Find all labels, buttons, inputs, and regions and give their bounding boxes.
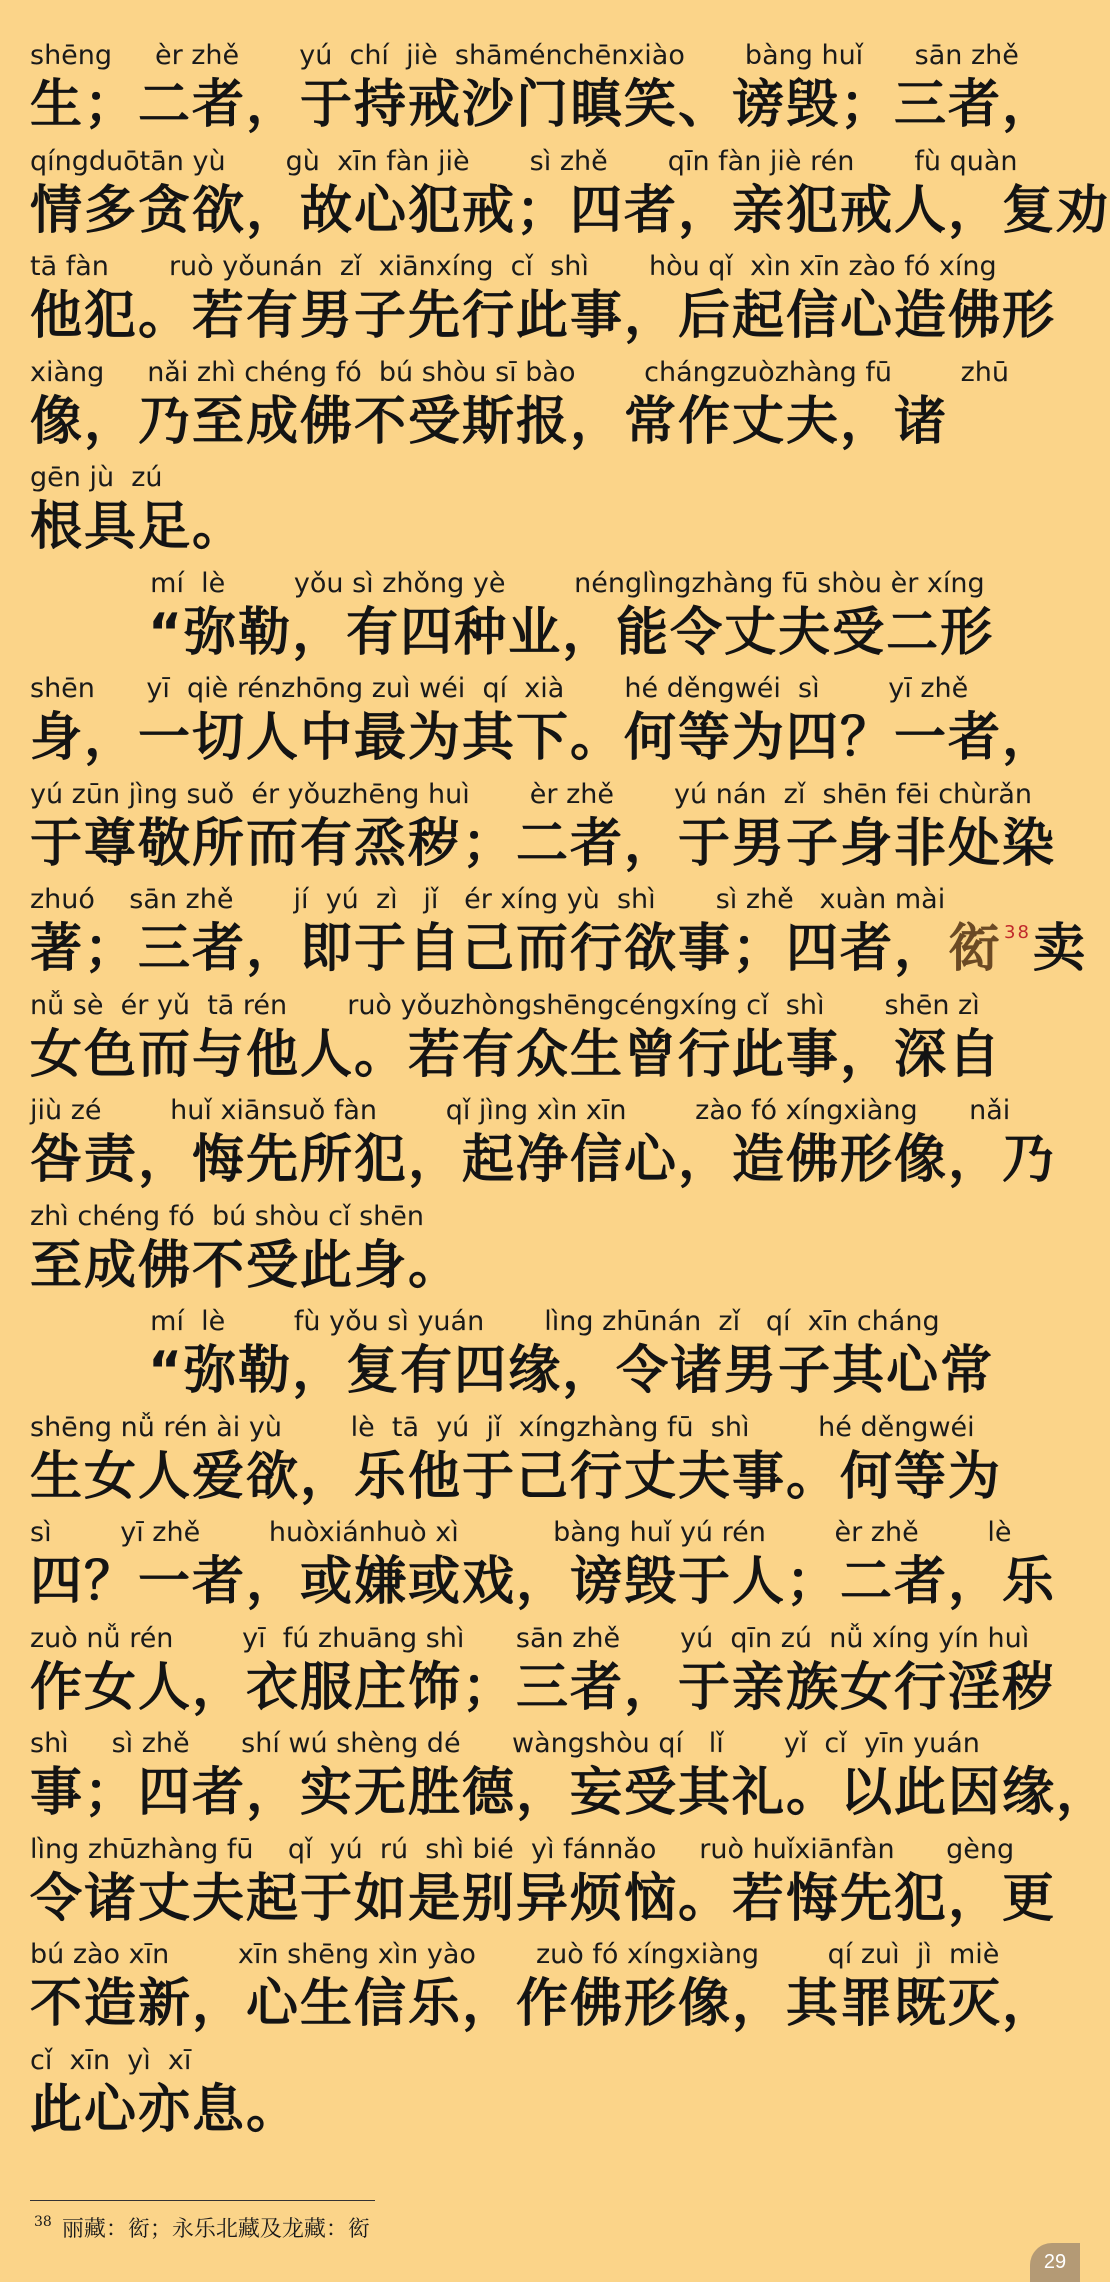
hanzi-line: 像，乃至成佛不受斯报，常作丈夫，诸 bbox=[30, 391, 949, 452]
text-line bbox=[30, 1937, 1060, 2043]
pinyin-line: shēn yī qiè rénzhōng zuì wéi qí xià hé děngwéi sì yī zhě bbox=[30, 673, 969, 704]
text-line bbox=[30, 38, 1060, 144]
text-line bbox=[30, 355, 1060, 461]
pinyin-line: cǐ xīn yì xī bbox=[30, 2044, 192, 2076]
pinyin-line: shēng nǚ rén ài yù lè tā yú jǐ xíngzhàng fū shì hé děngwéi bbox=[30, 1411, 975, 1443]
hanzi-line bbox=[30, 918, 1087, 980]
hanzi-line: 令诸丈夫起于如是别异烦恼。若悔先犯，更 bbox=[30, 1868, 1057, 1929]
hanzi-line: 作女人，衣服庄饰；三者，于亲族女行淫秽 bbox=[30, 1657, 1057, 1718]
hanzi-line: 女色而与他人。若有众生曾行此事，深自 bbox=[30, 1024, 1003, 1085]
text-line bbox=[30, 1093, 1060, 1199]
page-number-badge: 29 bbox=[1030, 2243, 1080, 2282]
pinyin-line: tā fàn ruò yǒunán zǐ xiānxíng cǐ shì hòu qǐ xìn xīn zào fó xíng bbox=[30, 251, 997, 282]
text-line bbox=[30, 1199, 1060, 1305]
pinyin-line: yú zūn jìng suǒ ér yǒuzhēng huì èr zhě yú nán zǐ shēn fēi chùrǎn bbox=[30, 778, 1033, 810]
hanzi-line: 生；二者，于持戒沙门瞋笑、谤毁；三者， bbox=[30, 75, 1057, 135]
text-line bbox=[30, 1621, 1060, 1727]
pinyin-line: zuò nǚ rén yī fú zhuāng shì sān zhě yú qīn zú nǚ xíng yín huì bbox=[30, 1622, 1030, 1654]
pinyin-line: sì yī zhě huòxiánhuò xì bàng huǐ yú rén èr zhě lè bbox=[30, 1517, 1012, 1548]
text-line bbox=[30, 1304, 1060, 1410]
hanzi-line: “弥勒，有四种业，能令丈夫受二形 bbox=[148, 602, 995, 663]
footnote-number: 38 bbox=[34, 2214, 52, 2230]
hanzi-line: 至成佛不受此身。 bbox=[30, 1235, 463, 1296]
hanzi-line: 他犯。若有男子先行此事，后起信心造佛形 bbox=[30, 286, 1057, 346]
footnote bbox=[34, 2212, 370, 2243]
pinyin-line: shēng èr zhě yú chí jiè shāménchēnxiào bàng huǐ sān zhě bbox=[30, 40, 1019, 71]
pinyin-line: gēn jù zú bbox=[30, 462, 163, 493]
hanzi-line: 身，一切人中最为其下。何等为四？一者， bbox=[30, 708, 1057, 768]
hanzi-line: “弥勒，复有四缘，令诸男子其心常 bbox=[148, 1341, 995, 1401]
hanzi-line: 不造新，心生信乐，作佛形像，其罪既灭， bbox=[30, 1974, 1057, 2034]
text-line bbox=[30, 249, 1060, 355]
text-line bbox=[30, 882, 1087, 988]
text-line bbox=[30, 1726, 1110, 1832]
pinyin-line: nǚ sè ér yǔ tā rén ruò yǒuzhòngshēngcéngxíng cǐ shì shēn zì bbox=[30, 989, 980, 1021]
text-line bbox=[30, 460, 1060, 566]
hanzi-line: 事；四者，实无胜德，妄受其礼。以此因缘， bbox=[30, 1763, 1110, 1823]
pinyin-line: mí lè yǒu sì zhǒng yè nénglìngzhàng fū shòu èr xíng bbox=[30, 567, 985, 599]
pinyin-line: lìng zhūzhàng fū qǐ yú rú shì bié yì fánnǎo ruò huǐxiānfàn gèng bbox=[30, 1833, 1015, 1865]
hanzi-line: 情多贪欲，故心犯戒；四者，亲犯戒人，复劝 bbox=[30, 180, 1110, 241]
hanzi-line: 四？一者，或嫌或戏，谤毁于人；二者，乐 bbox=[30, 1552, 1057, 1612]
hanzi-line: 生女人爱欲，乐他于己行丈夫事。何等为 bbox=[30, 1446, 1003, 1507]
footnote-text: 丽藏：衒；永乐北藏及龙藏：衒 bbox=[61, 2217, 370, 2242]
text-line bbox=[30, 777, 1060, 883]
hanzi-segment: 著；三者，即于自己而行欲事；四者， bbox=[30, 919, 949, 979]
pinyin-line: mí lè fù yǒu sì yuán lìng zhūnán zǐ qí xīn cháng bbox=[30, 1306, 940, 1337]
hanzi-line: 此心亦息。 bbox=[30, 2079, 301, 2140]
pinyin-line: xiàng nǎi zhì chéng fó bú shòu sī bào chángzuòzhàng fū zhū bbox=[30, 356, 1010, 388]
pinyin-line: jiù zé huǐ xiānsuǒ fàn qǐ jìng xìn xīn zào fó xíngxiàng nǎi bbox=[30, 1095, 1011, 1126]
pinyin-line: zhuó sān zhě jí yú zì jǐ ér xíng yù shì sì zhě xuàn mài bbox=[30, 884, 946, 915]
text-line bbox=[30, 1410, 1060, 1516]
hanzi-segment: 卖 bbox=[1032, 919, 1087, 979]
annotated-char: 衒 bbox=[948, 919, 1003, 979]
text-line bbox=[30, 671, 1060, 777]
text-body bbox=[30, 38, 1110, 2148]
hanzi-line: 于尊敬所而有烝秽；二者，于男子身非处染 bbox=[30, 813, 1057, 874]
footnote-ref[interactable]: 38 bbox=[1004, 922, 1031, 943]
text-line bbox=[30, 1832, 1060, 1938]
text-line bbox=[30, 144, 1110, 250]
text-line bbox=[30, 988, 1060, 1094]
pinyin-line: shì sì zhě shí wú shèng dé wàngshòu qí lǐ yǐ cǐ yīn yuán bbox=[30, 1728, 980, 1759]
footnote-divider bbox=[30, 2200, 375, 2201]
text-line bbox=[30, 1515, 1060, 1621]
text-line bbox=[30, 2043, 1060, 2149]
pinyin-line: zhì chéng fó bú shòu cǐ shēn bbox=[30, 1200, 425, 1232]
pinyin-line: qíngduōtān yù gù xīn fàn jiè sì zhě qīn fàn jiè rén fù quàn bbox=[30, 145, 1018, 177]
pinyin-line: bú zào xīn xīn shēng xìn yào zuò fó xíngxiàng qí zuì jì miè bbox=[30, 1939, 1000, 1970]
text-line bbox=[30, 566, 1060, 672]
hanzi-line: 咎责，悔先所犯，起净信心，造佛形像，乃 bbox=[30, 1130, 1057, 1190]
hanzi-line: 根具足。 bbox=[30, 497, 247, 557]
